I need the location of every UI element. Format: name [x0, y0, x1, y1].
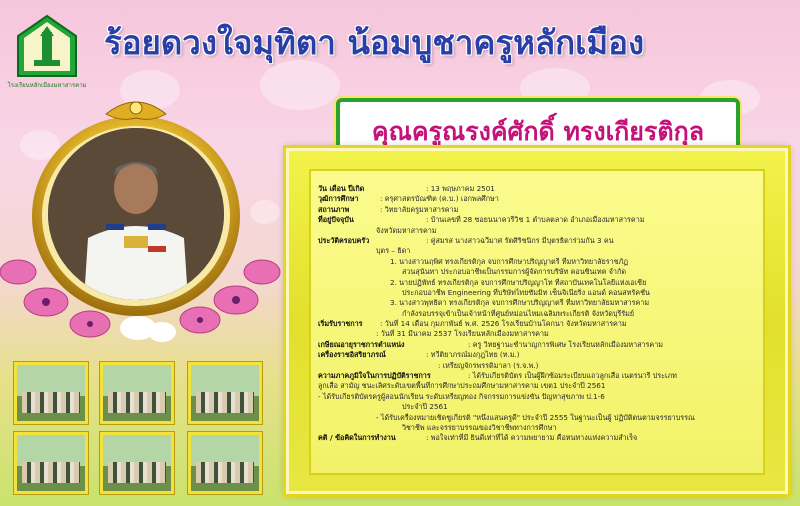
info-row	[318, 215, 758, 225]
info-row	[318, 361, 758, 371]
info-value: : พอใจเท่าที่มี ยินดีเท่าที่ได้ ความพยายาม คือหนทางแห่งความสำเร็จ	[426, 433, 638, 443]
info-label: ที่อยู่ปัจจุบัน	[318, 215, 354, 225]
info-label: ความภาคภูมิใจในการปฏิบัติราชการ	[318, 371, 431, 381]
info-value: ประจำปี 2561	[402, 402, 448, 412]
activity-photo-6	[188, 432, 262, 494]
teacher-name: คุณครูณรงค์ศักดิ์ ทรงเกียรติกุล	[371, 117, 705, 146]
activity-photo-4	[14, 432, 88, 494]
biography-text	[318, 184, 758, 444]
info-label: เครื่องราชอิสริยาภรณ์	[318, 350, 386, 360]
info-label: วุฒิการศึกษา	[318, 194, 359, 204]
info-value: จังหวัดมหาสารคาม	[376, 225, 437, 235]
info-label: ประวัติครอบครัว	[318, 235, 370, 245]
info-value: ลูกเสือ สามัญ ชนะเลิศระดับเขตพื้นที่การศึกษาประถมศึกษามหาสารคาม เขต1 ประจำปี 2561	[318, 381, 606, 391]
info-row	[318, 267, 758, 277]
info-value: : ครู วิทยฐานะชำนาญการพิเศษ โรงเรียนหลักเมืองมหาสารคาม	[468, 339, 663, 349]
info-row	[318, 309, 758, 319]
info-row	[318, 433, 758, 443]
activity-photo-1	[14, 362, 88, 424]
info-row	[318, 413, 758, 423]
info-value: : บ้านเลขที่ 28 ซอยนนาควรีวิช 1 ตำบลตลาด อำเภอเมืองมหาสารคาม	[426, 215, 645, 225]
info-value: บุตร – ธิดา	[376, 246, 411, 256]
info-row	[318, 288, 758, 298]
info-value: วิชาชีพ และจรรยาบรรณของวิชาชีพทางการศึกษา	[402, 422, 557, 432]
info-value: : วิทยาลัยครูมหาสารคาม	[380, 204, 459, 214]
info-value: : 13 พฤษภาคม 2501	[426, 184, 495, 193]
info-value: : คู่สมรส นางสาวฉวีมาศ รัตศิริชนิกร มีบุตรธิดาร่วมกัน 3 คน	[426, 235, 614, 245]
info-row	[318, 246, 758, 256]
info-row	[318, 194, 758, 204]
info-value: กำลังรอบรรจุเข้าเป็นเจ้าหน้าที่ศูนย์หม่อนไหมเฉลิมพระเกียรติ จังหวัดบุรีรัมย์	[402, 308, 635, 318]
info-row	[318, 340, 758, 350]
page-title: ร้อยดวงใจมุทิตา น้อมบูชาครูหลักเมือง	[104, 23, 645, 62]
info-row	[318, 184, 758, 194]
info-row	[318, 402, 758, 412]
info-value: - ได้รับเครื่องหมายเชิดชูเกียรติ "หนึ่งแสนครูดี" ประจำปี 2555 ในฐานะเป็นผู้ ปฏิบัติตนตามจรรยาบรรณ	[376, 412, 695, 422]
info-value: : ได้รับเกียรติบัตร เป็นผู้ฝึกซ้อมระเบียบแถวลูกเสือ เนตรนารี ประเภท	[468, 371, 677, 381]
info-row	[318, 381, 758, 391]
info-row	[318, 392, 758, 402]
activity-photo-2	[100, 362, 174, 424]
info-value: - ได้รับเกียรติบัตรครูผู้สอนนักเรียน ระดับเหรียญทอง กิจกรรมการแข่งขัน ปัญหาสุขภาพ ป.1-6	[318, 391, 605, 401]
info-value: 1. นางสาวนฤพิศ ทรงเกียรติกุล จบการศึกษาปริญญาตรี ที่มหาวิทยาลัยราชภัฏ	[390, 256, 629, 266]
info-label: คติ / ข้อคิดในการทำงาน	[318, 433, 396, 443]
orchid-decoration	[0, 232, 300, 362]
info-row	[318, 236, 758, 246]
info-value: 3. นางสาวพุทธิดา ทรงเกียรติกุล จบการศึกษาปริญญาตรี ที่มหาวิทยาลัยมหาสารคาม	[390, 298, 650, 308]
school-logo	[14, 14, 80, 80]
info-value: : วันที่ 31 มีนาคม 2537 โรงเรียนหลักเมืองมหาสารคาม	[376, 329, 549, 339]
info-row	[318, 278, 758, 288]
info-value: สวนสุนันทา ประกอบอาชีพเป็นกรรมการผู้จัดการบริษัท คอนซินเทค จำกัด	[402, 267, 626, 277]
info-value: 2. นายปฏิพัทธ์ ทรงเกียรติกุล จบการศึกษาปริญญาโท ที่สถาบันเทคโนโลยีแห่งเอเชีย	[390, 277, 647, 287]
info-row	[318, 205, 758, 215]
info-row	[318, 371, 758, 381]
info-label: วัน เดือน ปีเกิด	[318, 184, 365, 193]
info-value: ประกอบอาชีพ Engineering ที่บริษัทไทยซัมมิท เซ็นจิเนียริ่ง แอนด์ คอนสทรัคชั่น	[402, 287, 650, 297]
info-row	[318, 226, 758, 236]
info-value: : เหรียญจักรพรรดิมาลา (ร.จ.พ.)	[438, 360, 539, 370]
info-row	[318, 329, 758, 339]
info-label: เกษียณอายุราชการตำแหน่ง	[318, 339, 405, 349]
info-label: สถานภาพ	[318, 204, 350, 214]
info-row	[318, 350, 758, 360]
activity-photo-3	[188, 362, 262, 424]
info-row	[318, 423, 758, 433]
info-row	[318, 298, 758, 308]
info-value: : วันที่ 14 เดือน กุมภาพันธ์ พ.ศ. 2526 โรงเรียนบ้านโคกนา จังหวัดมหาสารคาม	[380, 319, 627, 329]
activity-photo-5	[100, 432, 174, 494]
info-label: เริ่มรับราชการ	[318, 319, 363, 329]
info-row	[318, 257, 758, 267]
info-value: : ครุศาสตรบัณฑิต (ค.บ.) เอกพลศึกษา	[380, 194, 499, 204]
info-row	[318, 319, 758, 329]
logo-caption: โรงเรียนหลักเมืองมหาสารคาม	[7, 82, 87, 89]
info-value: : ทวีติยาภรณ์มงกุฎไทย (ท.ม.)	[426, 350, 520, 360]
